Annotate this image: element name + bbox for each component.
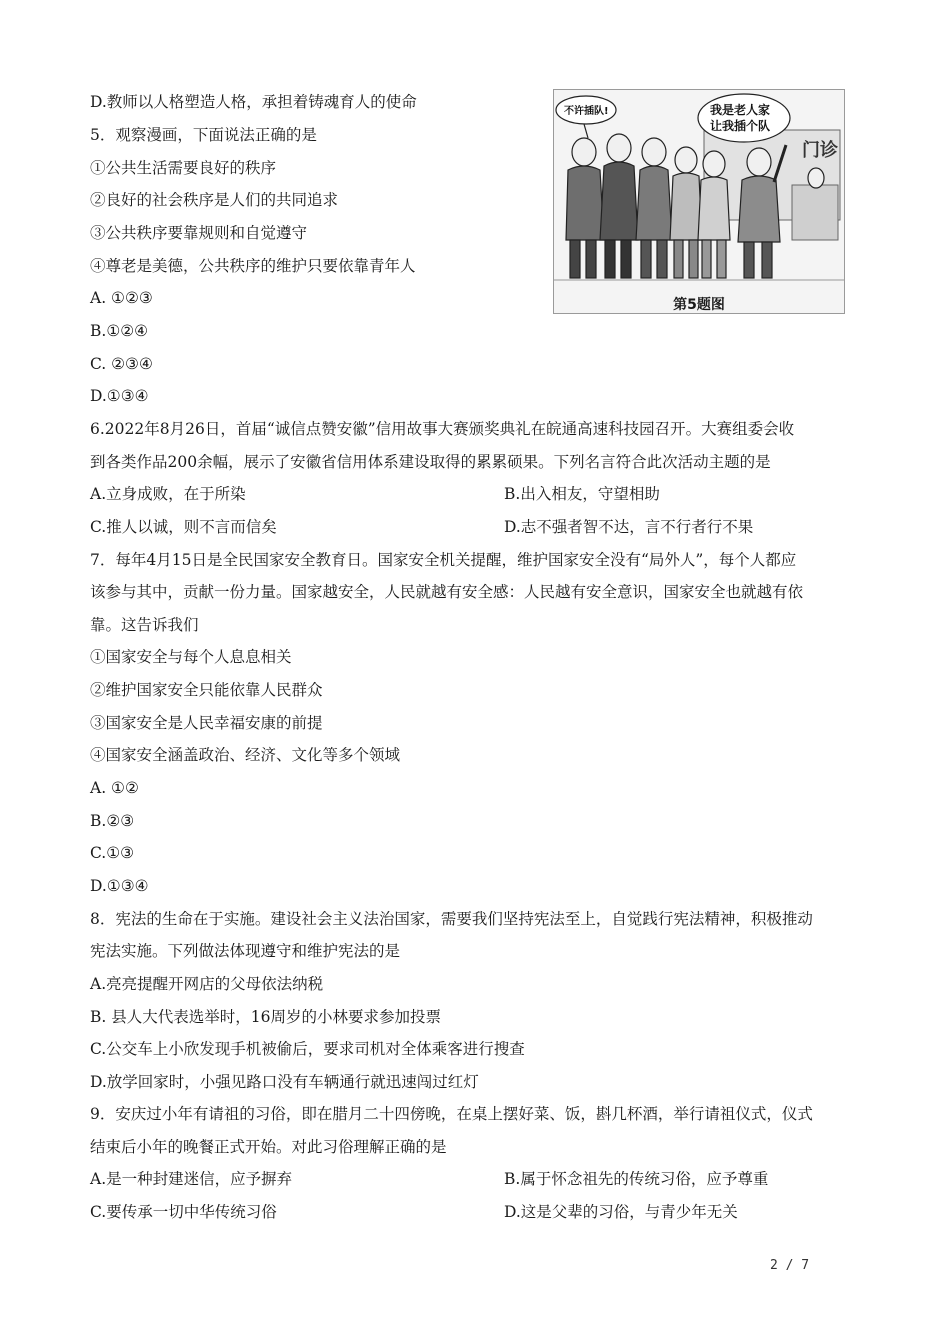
speech-bubble-right-line2: 让我插个队 (710, 119, 771, 133)
q7-item-3: ③国家安全是人民幸福安康的前提 (90, 714, 323, 732)
queue-cartoon-illustration (554, 90, 844, 290)
q9-stem-line2: 结束后小年的晚餐正式开始。对此习俗理解正确的是 (90, 1138, 447, 1156)
q6-stem-line2: 到各类作品200余幅，展示了安徽省信用体系建设取得的累累硕果。下列名言符合此次活动主题的是 (90, 453, 771, 471)
q7-item-4: ④国家安全涵盖政治、经济、文化等多个领域 (90, 746, 401, 764)
q9-stem-line1: 9．安庆过小年有请祖的习俗，即在腊月二十四傍晚，在桌上摆好菜、饭，斟几杯酒，举行请祖仪式，仪式 (90, 1105, 813, 1123)
q5-option-c: C. ②③④ (90, 355, 153, 373)
q8-stem-line2: 宪法实施。下列做法体现遵守和维护宪法的是 (90, 942, 401, 960)
q9-option-b: B.属于怀念祖先的传统习俗，应予尊重 (504, 1170, 769, 1188)
q8-option-c: C.公交车上小欣发现手机被偷后，要求司机对全体乘客进行搜查 (90, 1040, 525, 1058)
q5-option-a: A. ①②③ (90, 289, 153, 307)
q9-option-d: D.这是父辈的习俗，与青少年无关 (504, 1203, 738, 1221)
clinic-sign-text: 门诊 (802, 140, 838, 161)
q8-option-a: A.亮亮提醒开网店的父母依法纳税 (90, 975, 324, 993)
q6-stem-line1: 6.2022年8月26日，首届“诚信点赞安徽”信用故事大赛颁奖典礼在皖通高速科技园召开。大赛组委会收 (90, 420, 795, 438)
q7-item-2: ②维护国家安全只能依靠人民群众 (90, 681, 323, 699)
q5-cartoon-figure (553, 89, 845, 314)
q5-option-b: B.①②④ (90, 322, 149, 340)
q4-option-d: D.教师以人格塑造人格，承担着铸魂育人的使命 (90, 93, 417, 111)
q5-option-d: D.①③④ (90, 387, 149, 405)
q8-option-d: D.放学回家时，小强见路口没有车辆通行就迅速闯过红灯 (90, 1073, 479, 1091)
q7-stem-line2: 该参与其中，贡献一份力量。国家越安全，人民就越有安全感：人民越有安全意识，国家安全也就越有依 (90, 583, 804, 601)
speech-bubble-left-text: 不许插队! (564, 106, 609, 117)
q5-item-2: ②良好的社会秩序是人们的共同追求 (90, 191, 339, 209)
figure-caption: 第5题图 (673, 297, 725, 313)
page-number: 2 / 7 (770, 1258, 810, 1273)
q7-stem-line1: 7．每年4月15日是全民国家安全教育日。国家安全机关提醒，维护国家安全没有“局外人”，每个人都应 (90, 551, 797, 569)
q5-stem: 5．观察漫画，下面说法正确的是 (90, 126, 317, 144)
q7-item-1: ①国家安全与每个人息息相关 (90, 648, 292, 666)
q5-item-4: ④尊老是美德，公共秩序的维护只要依靠青年人 (90, 257, 416, 275)
speech-bubble-right-line1: 我是老人家 (710, 103, 771, 117)
q9-option-a: A.是一种封建迷信，应予摒弃 (90, 1170, 293, 1188)
q5-item-1: ①公共生活需要良好的秩序 (90, 159, 277, 177)
q7-option-d: D.①③④ (90, 877, 149, 895)
q7-option-b: B.②③ (90, 812, 135, 830)
q6-option-a: A.立身成败，在于所染 (90, 485, 246, 503)
q7-option-c: C.①③ (90, 844, 135, 862)
q8-stem-line1: 8．宪法的生命在于实施。建设社会主义法治国家，需要我们坚持宪法至上，自觉践行宪法精神，积极推动 (90, 910, 813, 928)
q6-option-c: C.推人以诚，则不言而信矣 (90, 518, 277, 536)
q7-stem-line3: 靠。这告诉我们 (90, 616, 199, 634)
q7-option-a: A. ①② (90, 779, 139, 797)
q9-option-c: C.要传承一切中华传统习俗 (90, 1203, 277, 1221)
q6-option-d: D.志不强者智不达，言不行者行不果 (504, 518, 754, 536)
q8-option-b: B. 县人大代表选举时，16周岁的小林要求参加投票 (90, 1008, 441, 1026)
q6-option-b: B.出入相友，守望相助 (504, 485, 660, 503)
q5-item-3: ③公共秩序要靠规则和自觉遵守 (90, 224, 308, 242)
